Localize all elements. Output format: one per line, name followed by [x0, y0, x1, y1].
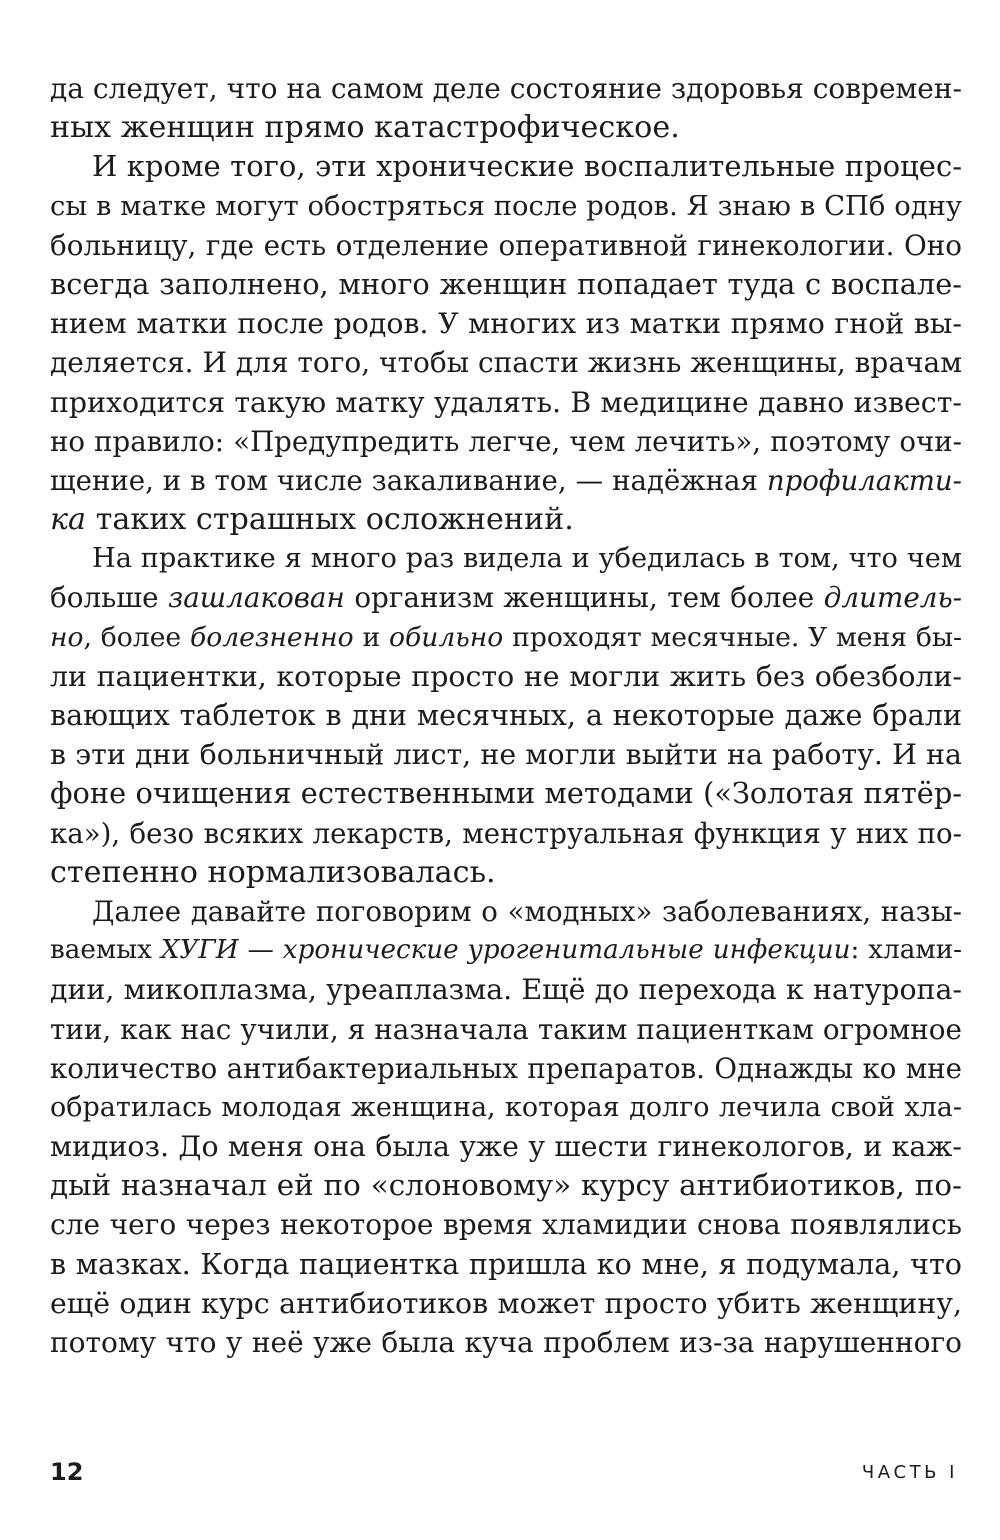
text-line — [50, 108, 962, 147]
text-segment: нием матки после родов. У многих из матки прямо гной вы- — [50, 307, 962, 341]
text-segment: ваемых — [50, 935, 161, 966]
text-segment: но правило: «Предупредить легче, чем лечить», поэтому очи- — [50, 424, 962, 458]
text-line — [50, 696, 962, 735]
text-line — [50, 1323, 962, 1362]
text-line — [50, 735, 962, 774]
text-segment: ещё один курс антибиотиков может просто убить женщину, — [50, 1286, 962, 1320]
text-segment: фоне очищения естественными методами («Золотая пятёр- — [50, 776, 962, 811]
text-line — [50, 383, 962, 422]
text-line — [50, 1049, 962, 1088]
text-line — [50, 1205, 962, 1244]
text-segment: приходится такую матку удалять. В медицине давно извест- — [50, 385, 962, 419]
text-line — [50, 1166, 962, 1205]
text-line — [50, 853, 962, 892]
text-segment: На практике я много раз видела и убедилась в том, что чем — [92, 543, 962, 575]
italic-text: ка — [50, 502, 87, 538]
text-line — [50, 343, 962, 382]
text-segment: в мазках. Когда пациентка пришла ко мне, я подумала, что — [50, 1246, 962, 1281]
text-segment: всегда заполнено, много женщин попадает туда с воспале- — [50, 266, 962, 301]
text-segment: организм женщины, тем более — [344, 581, 824, 615]
text-line — [50, 69, 962, 108]
text-line — [50, 539, 962, 578]
text-segment: Далее давайте поговорим о «модных» заболеваниях, назы- — [92, 894, 962, 928]
text-line — [50, 304, 962, 343]
running-footer: ЧАСТЬ I — [861, 1462, 958, 1483]
text-segment: ных женщин прямо катастрофическое. — [50, 110, 680, 146]
text-segment: : хлами- — [850, 935, 962, 966]
text-line — [50, 657, 962, 696]
text-segment: и — [353, 621, 389, 653]
text-line — [50, 892, 962, 931]
text-segment: обратилась молодая женщина, которая долго лечила свой хла- — [50, 1091, 962, 1123]
text-segment: таких страшных осложнений. — [86, 502, 574, 538]
text-segment: количество антибактериальных препаратов. Однажды ко мне — [50, 1051, 962, 1085]
text-line — [50, 147, 962, 186]
text-line — [50, 461, 962, 500]
italic-text: обильно — [389, 621, 504, 653]
text-segment: да следует, что на самом деле состояние здоровья современ- — [50, 72, 962, 105]
text-segment: больницу, где есть отделение оперативной гинекологии. Оно — [50, 228, 962, 262]
italic-text: длитель- — [823, 581, 963, 615]
text-segment: И кроме того, эти хронические воспалительные процес- — [92, 149, 962, 184]
italic-text: зашлакован — [168, 581, 345, 615]
italic-text: болезненно — [189, 621, 354, 653]
text-segment: деляется. И для того, чтобы спасти жизнь женщины, врачам — [50, 346, 963, 380]
text-line — [50, 1010, 962, 1049]
italic-text: но — [50, 621, 84, 653]
page-number: 12 — [50, 1458, 84, 1486]
text-segment: вающих таблеток в дни месячных, а некоторые даже брали — [50, 698, 962, 732]
text-segment: ка»), безо всяких лекарств, менструальная функция у них по- — [50, 816, 962, 850]
text-segment: дии, микоплазма, уреаплазма. Ещё до перехода к натуропа- — [50, 973, 962, 1007]
text-segment: в эти дни больничный лист, не могли выйти на работу. И на — [50, 738, 962, 772]
text-line — [50, 1245, 962, 1284]
text-segment: дый назначал ей по «слоновому» курсу антибиотиков, по- — [50, 1168, 962, 1203]
text-line — [50, 774, 962, 813]
text-line — [50, 500, 962, 539]
text-line — [50, 1088, 962, 1127]
italic-text: профилакти- — [766, 463, 962, 497]
text-line — [50, 1284, 962, 1323]
text-line — [50, 1127, 962, 1166]
text-line — [50, 265, 962, 304]
text-segment: , более — [83, 621, 190, 653]
text-segment: сы в матке могут обостряться после родов. Я знаю в СПб одну — [50, 190, 962, 222]
text-line — [50, 578, 962, 617]
text-line — [50, 422, 962, 461]
text-line — [50, 814, 962, 853]
text-segment: проходят месячные. У меня бы- — [503, 621, 962, 653]
italic-text: ХУГИ — хронические урогенитальные инфекции — [160, 935, 851, 966]
text-line — [50, 226, 962, 265]
text-segment: потому что у неё уже была куча проблем из-за нарушенного — [50, 1326, 962, 1359]
text-segment: сле чего через некоторое время хламидии снова появлялись — [50, 1208, 962, 1242]
text-segment: щение, и в том числе закаливание, — надёжная — [50, 463, 767, 497]
text-segment: больше — [50, 581, 169, 615]
text-line — [50, 618, 962, 657]
text-segment: степенно нормализовалась. — [50, 854, 496, 890]
text-segment: тии, как нас учили, я назначала таким пациенткам огромное — [50, 1012, 962, 1046]
body-text — [50, 69, 962, 1362]
text-segment: ли пациентки, которые просто не могли жить без обезболи- — [50, 659, 962, 693]
text-line — [50, 970, 962, 1009]
text-line — [50, 187, 962, 226]
text-line — [50, 931, 962, 970]
text-segment: мидиоз. До меня она была уже у шести гинекологов, и каж- — [50, 1130, 962, 1164]
